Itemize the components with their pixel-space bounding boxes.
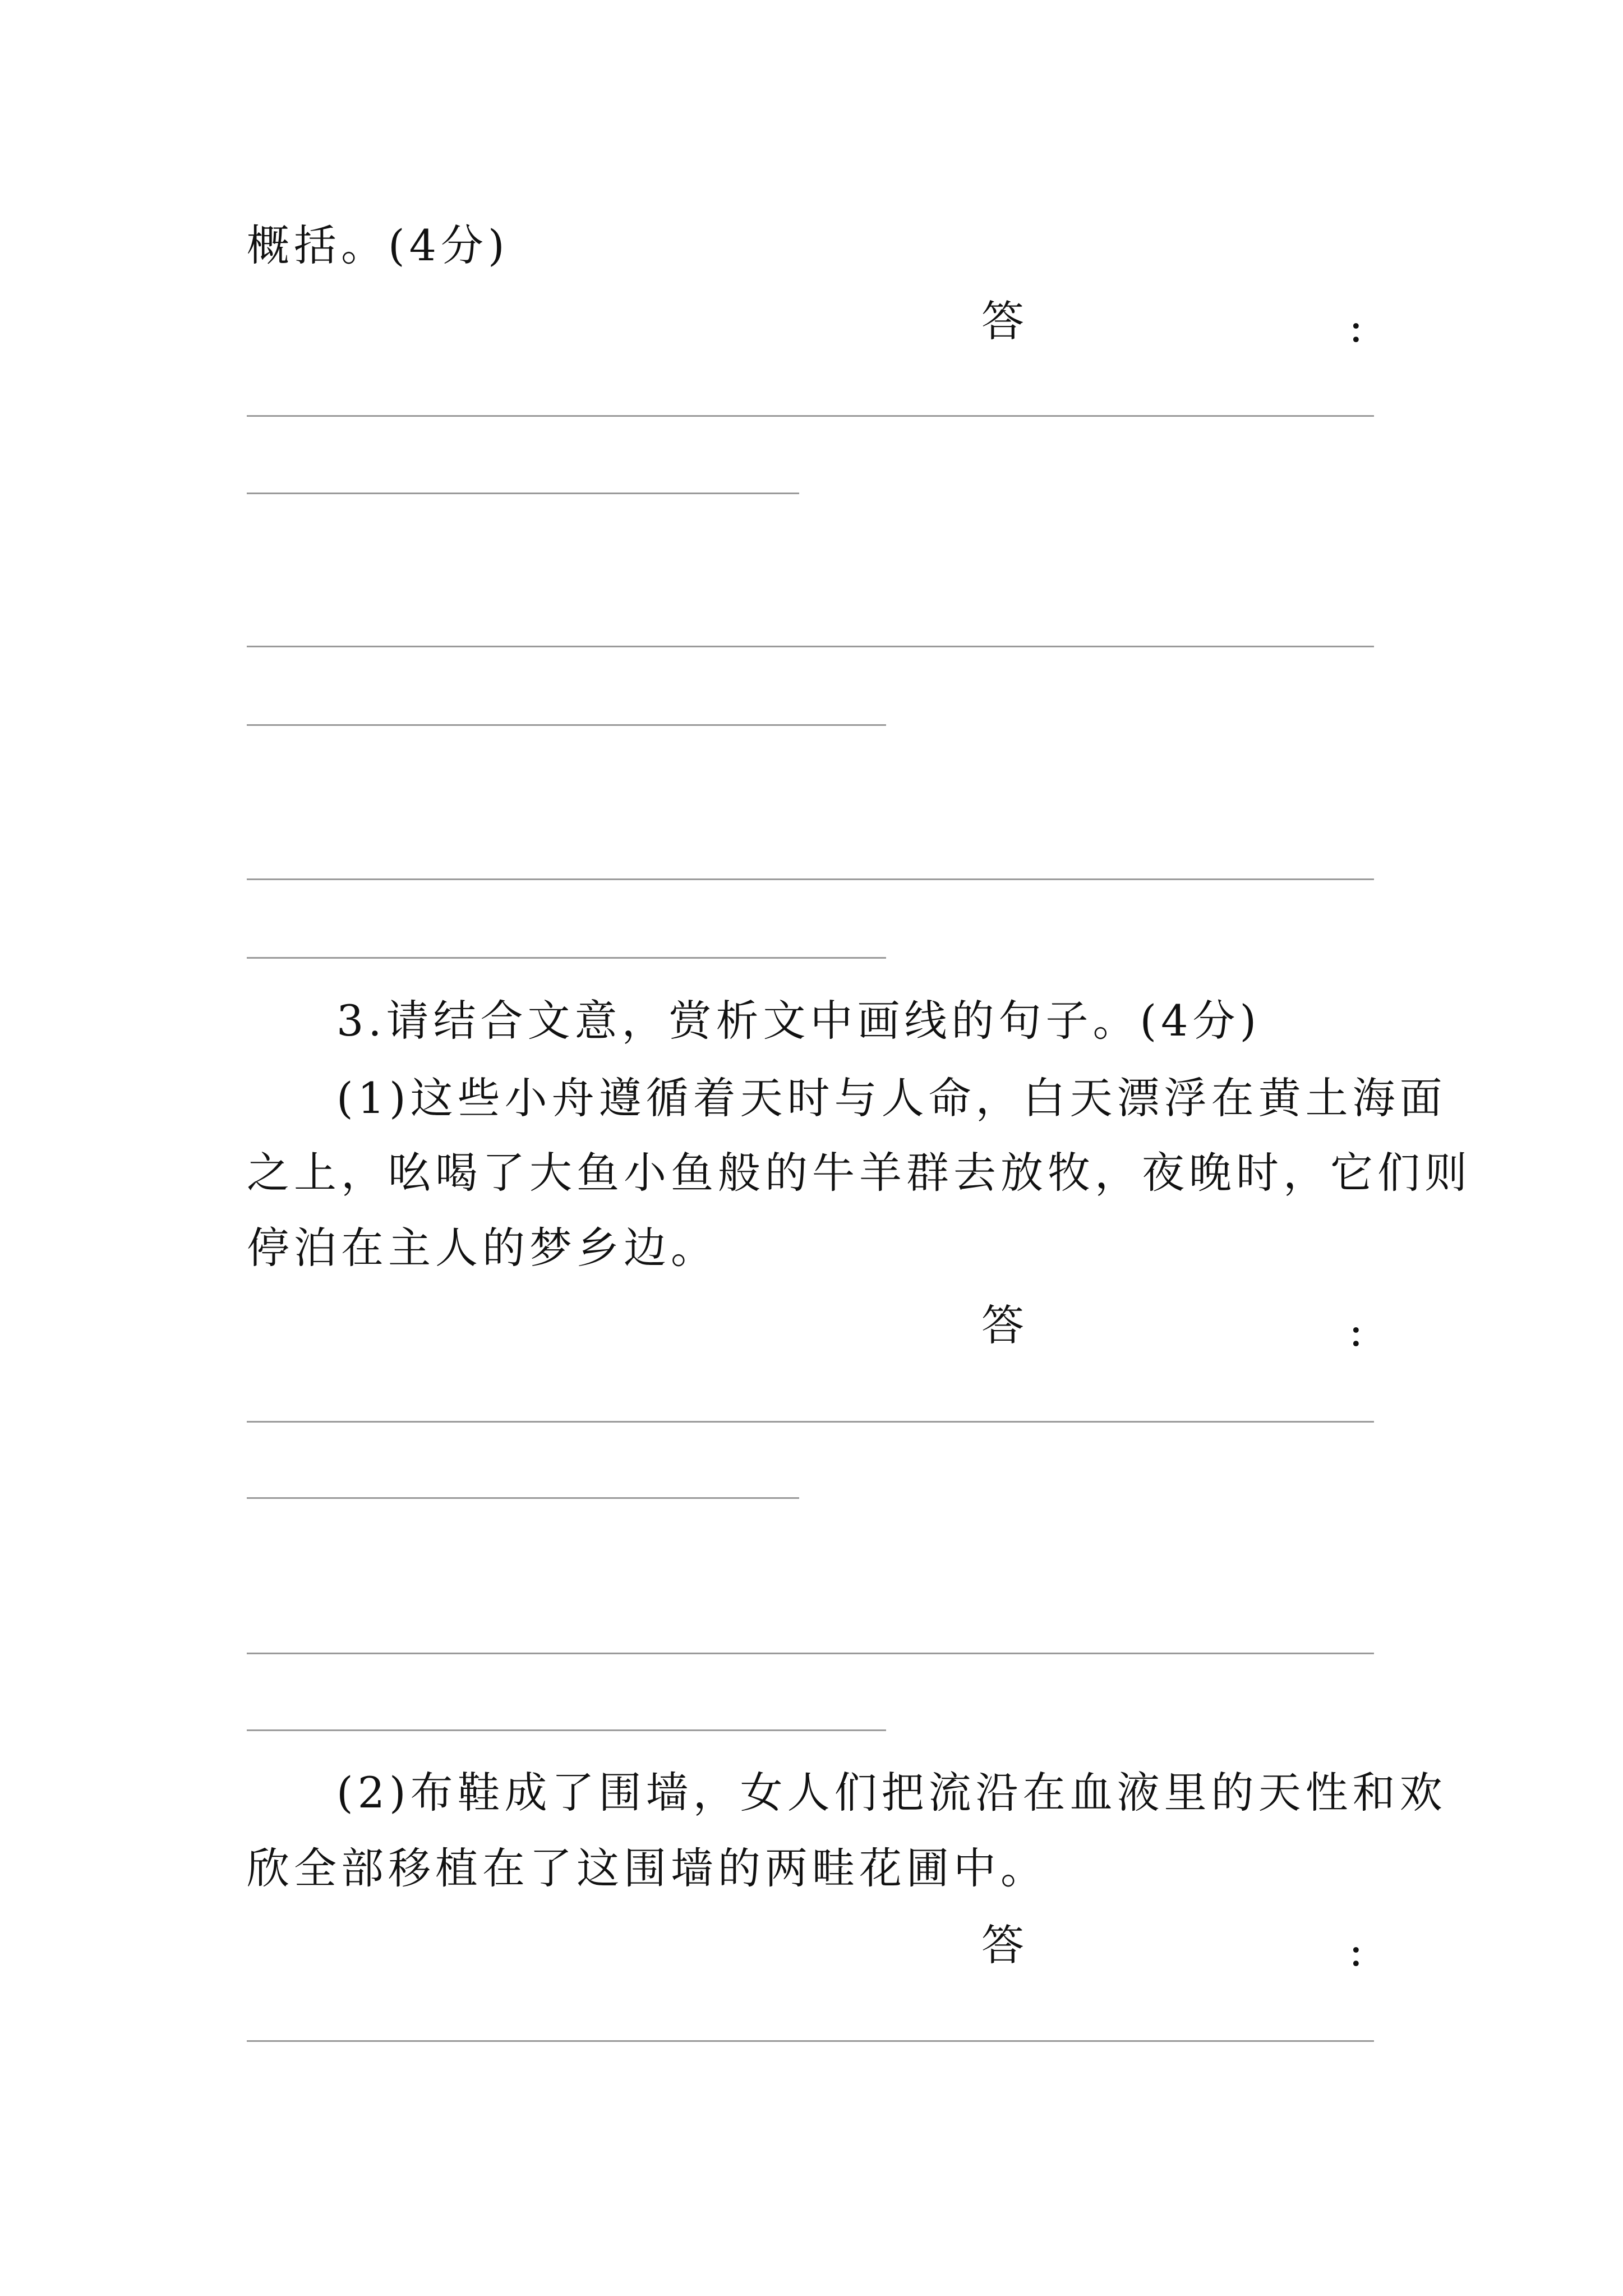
question-3-title: 3.请结合文意，赏析文中画线的句子。(4分) bbox=[336, 996, 1261, 1046]
answer-line bbox=[247, 878, 1374, 880]
answer-line bbox=[247, 415, 1374, 417]
answer-line bbox=[247, 493, 799, 494]
answer-line bbox=[247, 646, 1374, 647]
question-3-2-line: 欣全部移植在了这围墙的两畦花圃中。 bbox=[247, 1843, 1048, 1893]
answer-label: 答 bbox=[981, 296, 1024, 346]
answer-colon: : bbox=[1349, 1306, 1363, 1356]
answer-line bbox=[247, 1421, 1374, 1423]
answer-colon: : bbox=[1349, 302, 1363, 352]
question-tail: 概括。(4分) bbox=[247, 220, 509, 270]
answer-line bbox=[247, 957, 886, 959]
answer-line bbox=[247, 1729, 886, 1731]
answer-label: 答 bbox=[981, 1920, 1024, 1970]
question-3-1-line: 停泊在主人的梦乡边。 bbox=[247, 1223, 718, 1273]
answer-line bbox=[247, 1653, 1374, 1654]
answer-line bbox=[247, 724, 886, 726]
answer-line bbox=[247, 2040, 1374, 2042]
question-3-2-line: (2)布鞋成了围墙，女人们把流沿在血液里的天性和欢 bbox=[336, 1768, 1447, 1818]
question-3-1-line: 之上，吆喝了大鱼小鱼般的牛羊群去放牧，夜晚时，它们则 bbox=[247, 1148, 1472, 1198]
question-3-1-line: (1)这些小舟遵循着天时与人命，白天漂浮在黄土海面 bbox=[336, 1073, 1447, 1123]
answer-colon: : bbox=[1349, 1926, 1363, 1976]
answer-label: 答 bbox=[981, 1300, 1024, 1350]
answer-line bbox=[247, 1497, 799, 1499]
